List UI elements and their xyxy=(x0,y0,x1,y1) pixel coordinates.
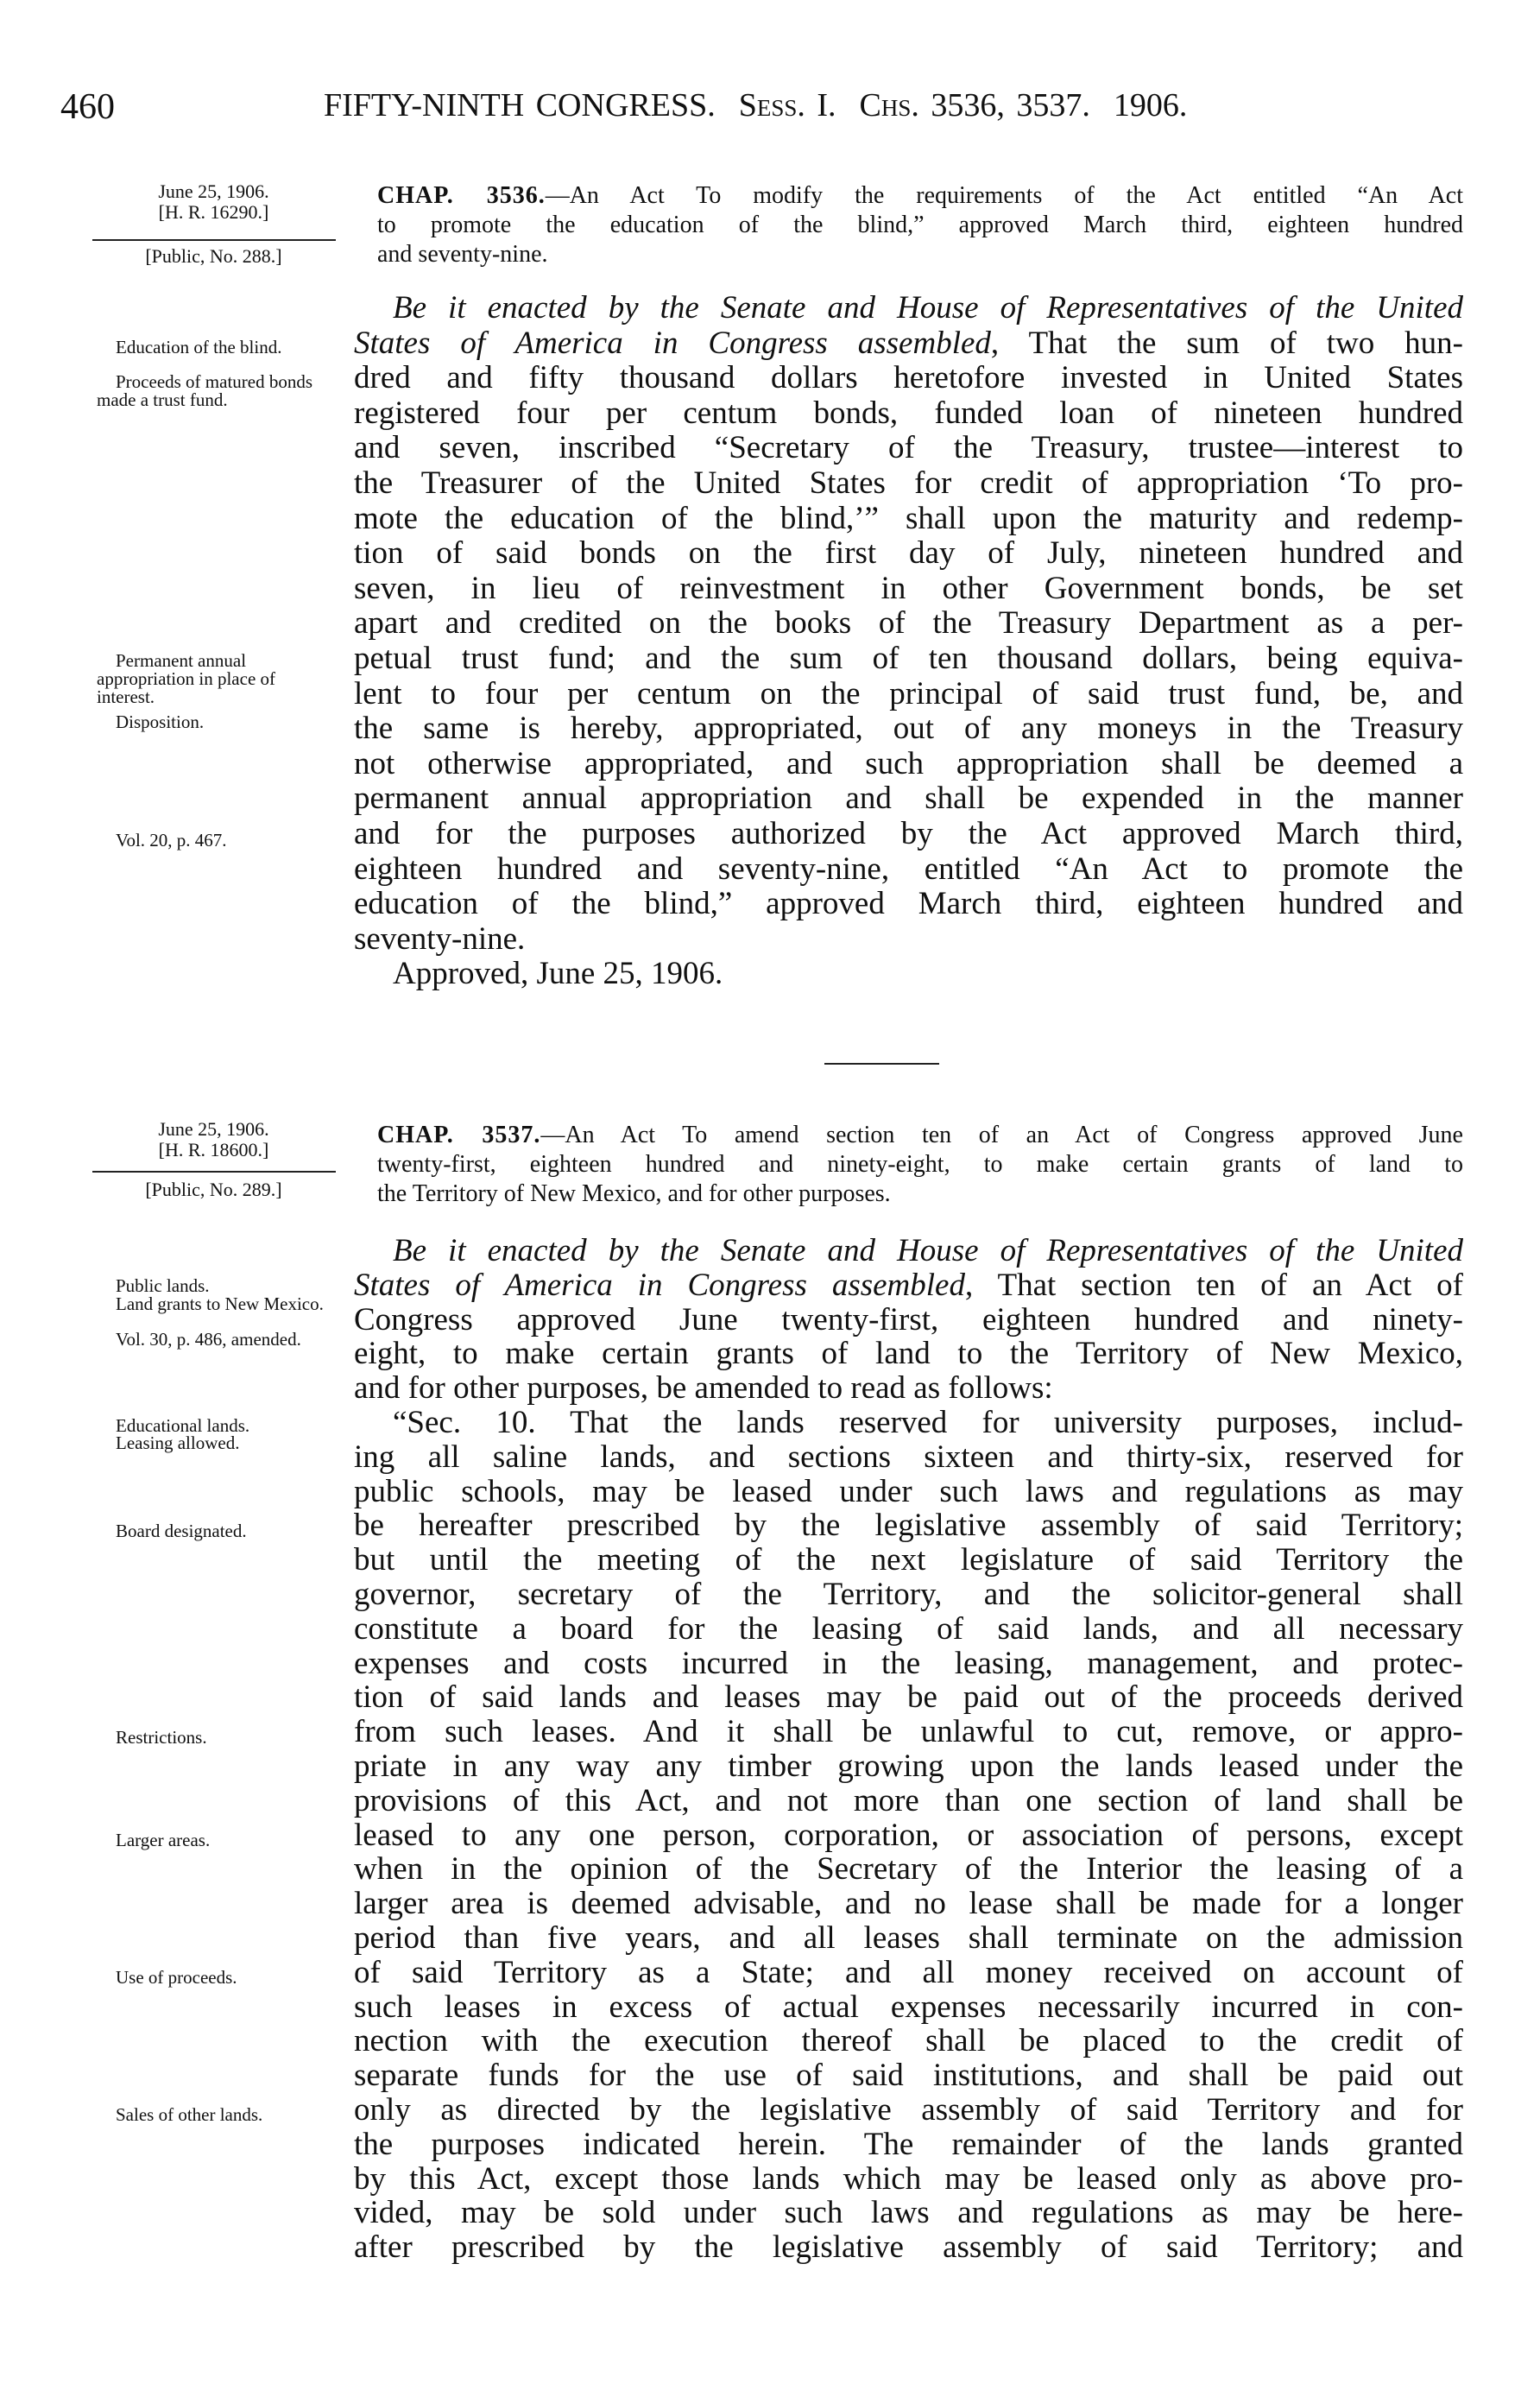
margin-note: Leasing allowed. xyxy=(116,1432,240,1453)
enacting-clause-line: Be it enacted by the Senate and House of Representatives of the United xyxy=(393,291,1463,326)
body-line: and for other purposes, be amended to read as follows: xyxy=(354,1371,1053,1406)
enacting-clause-italic: States of America in Congress assembled xyxy=(354,326,991,361)
margin-note: Board designated. xyxy=(116,1521,247,1541)
margin-note: Vol. 30, p. 486, amended. xyxy=(116,1329,301,1350)
margin-note: Permanent annual appropriation in place of interest. xyxy=(97,650,276,707)
public-law-number: [Public, No. 288.] xyxy=(145,245,282,267)
chapter-title-line xyxy=(377,1150,1463,1179)
body-line: constitute a board for the leasing of said lands, and all necessary xyxy=(354,1611,1463,1647)
body-line: leased to any one person, corporation, or association of persons, except xyxy=(354,1818,1463,1853)
enacting-clause-line xyxy=(354,1268,1463,1303)
chapter-body xyxy=(354,291,1463,992)
chapter-label: CHAP. 3537. xyxy=(377,1122,541,1148)
body-line: separate funds for the use of said institutions, and shall be paid out xyxy=(354,2058,1463,2093)
chapter-title-line xyxy=(377,211,1463,240)
body-line: governor, secretary of the Territory, and the solicitor-general shall xyxy=(354,1577,1463,1612)
side-rule xyxy=(92,239,336,241)
body-line: the purposes indicated herein. The remainder of the lands granted xyxy=(354,2127,1463,2162)
body-line: from such leases. And it shall be unlawful to cut, remove, or appro- xyxy=(354,1715,1463,1749)
body-line: but until the meeting of the next legislature of said Territory the xyxy=(354,1543,1463,1578)
chapter-heading xyxy=(377,181,1463,269)
body-line: when in the opinion of the Secretary of the Interior the leasing of a xyxy=(354,1852,1463,1888)
chapter-title-text: and seventy-nine. xyxy=(377,241,548,268)
page-number: 460 xyxy=(60,87,115,127)
bill-number: [H. R. 16290.] xyxy=(158,201,269,223)
margin-note: Restrictions. xyxy=(116,1727,207,1748)
body-text: , That the sum of two hun- xyxy=(990,326,1463,361)
chapter-separator xyxy=(824,1063,939,1065)
public-law-number: [Public, No. 289.] xyxy=(145,1179,282,1200)
chapter-title-text: twenty-first, eighteen hundred and ninety-eight, to make certain grants of land to xyxy=(377,1151,1463,1178)
body-line: by this Act, except those lands which may be leased only as above pro- xyxy=(354,2161,1463,2197)
chapter-title-line xyxy=(377,1179,1463,1209)
enactment-date: June 25, 1906. xyxy=(158,1118,269,1140)
chapter-heading xyxy=(377,1121,1463,1209)
body-line: and seven, inscribed “Secretary of the Treasury, trustee—interest to xyxy=(354,431,1463,466)
running-title xyxy=(324,86,1187,124)
enacting-clause-italic: States of America in Congress assembled xyxy=(354,1268,965,1303)
body-line: tion of said bonds on the first day of July, nineteen hundred and xyxy=(354,536,1463,572)
margin-note: Sales of other lands. xyxy=(116,2104,263,2125)
body-line: nection with the execution thereof shall be placed to the credit of xyxy=(354,2024,1463,2059)
body-line: provisions of this Act, and not more than one section of land shall be xyxy=(354,1783,1463,1818)
enacting-clause-line: Be it enacted by the Senate and House of Representatives of the United xyxy=(393,1234,1463,1268)
body-text: , That section ten of an Act of xyxy=(964,1268,1463,1303)
body-line: not otherwise appropriated, and such appropriation shall be deemed a xyxy=(354,746,1463,781)
running-head xyxy=(60,86,1467,130)
body-line: the Treasurer of the United States for credit of appropriation ‘To pro- xyxy=(354,465,1463,501)
margin-note: Land grants to New Mexico. xyxy=(116,1293,324,1314)
margin-note: Proceeds of matured bonds made a trust fund. xyxy=(97,371,313,410)
body-line: larger area is deemed advisable, and no lease shall be made for a longer xyxy=(354,1887,1463,1921)
chapter-body xyxy=(354,1234,1463,2265)
session: Sess. I. xyxy=(738,87,836,123)
chapter-label: CHAP. 3536. xyxy=(377,182,546,209)
body-line: priate in any way any timber growing upon the lands leased under the xyxy=(354,1748,1463,1784)
approval-date: Approved, June 25, 1906. xyxy=(393,956,723,992)
chapter-title-line xyxy=(377,181,1463,211)
body-line: petual trust fund; and the sum of ten thousand dollars, being equiva- xyxy=(354,641,1463,676)
chapters-ref: Chs. 3536, 3537. xyxy=(859,87,1090,123)
body-line: after prescribed by the legislative assembly of said Territory; and xyxy=(354,2230,1463,2265)
body-line: eighteen hundred and seventy-nine, entitled “An Act to promote the xyxy=(354,851,1463,887)
body-line: education of the blind,” approved March third, eighteen hundred and xyxy=(354,887,1463,922)
body-line: seven, in lieu of reinvestment in other Government bonds, be set xyxy=(354,571,1463,606)
side-rule xyxy=(92,1171,336,1173)
body-line: expenses and costs incurred in the leasing, management, and protec- xyxy=(354,1646,1463,1681)
body-line: eight, to make certain grants of land to the Territory of New Mexico, xyxy=(354,1337,1463,1372)
body-line: public schools, may be leased under such laws and regulations as may xyxy=(354,1474,1463,1509)
body-line: mote the education of the blind,’” shall upon the maturity and redemp- xyxy=(354,501,1463,536)
margin-note: Vol. 20, p. 467. xyxy=(116,830,227,851)
body-line: Congress approved June twenty-first, eighteen hundred and ninety- xyxy=(354,1302,1463,1337)
bill-number: [H. R. 18600.] xyxy=(158,1139,269,1160)
chapter-title-text: to promote the education of the blind,” approved March third, eighteen hundred xyxy=(377,212,1463,238)
enacting-clause-line xyxy=(354,326,1463,362)
chapter-title-text: —An Act To modify the requirements of the Act entitled “An Act xyxy=(545,182,1463,209)
enactment-date: June 25, 1906. xyxy=(158,180,269,202)
body-line: seventy-nine. xyxy=(354,921,526,957)
chapter-title-line xyxy=(377,240,1463,269)
congress: FIFTY-NINTH CONGRESS. xyxy=(324,87,716,123)
body-line: lent to four per centum on the principal of said trust fund, be, and xyxy=(354,676,1463,711)
body-line: permanent annual appropriation and shall be expended in the manner xyxy=(354,781,1463,817)
body-line: such leases in excess of actual expenses necessarily incurred in con- xyxy=(354,1989,1463,2025)
margin-note: Public lands. xyxy=(116,1275,210,1296)
chapter-title-line xyxy=(377,1121,1463,1150)
body-line: be hereafter prescribed by the legislative assembly of said Territory; xyxy=(354,1508,1463,1544)
chapter-sidenote xyxy=(91,1119,337,1160)
body-line: of said Territory as a State; and all money received on account of xyxy=(354,1955,1463,1990)
body-line: vided, may be sold under such laws and regulations as may be here- xyxy=(354,2196,1463,2231)
body-line: period than five years, and all leases shall terminate on the admission xyxy=(354,1920,1463,1956)
margin-note: Larger areas. xyxy=(116,1830,211,1850)
margin-note: Use of proceeds. xyxy=(116,1967,237,1988)
body-line: and for the purposes authorized by the Act approved March third, xyxy=(354,816,1463,851)
body-line: dred and fifty thousand dollars heretofore invested in United States xyxy=(354,361,1463,396)
margin-note: Disposition. xyxy=(116,711,205,732)
chapter-title-text: —An Act To amend section ten of an Act of Congress approved June xyxy=(540,1122,1463,1148)
body-line: “Sec. 10. That the lands reserved for university purposes, includ- xyxy=(393,1405,1463,1440)
body-line: apart and credited on the books of the Treasury Department as a per- xyxy=(354,606,1463,642)
body-line: the same is hereby, appropriated, out of any moneys in the Treasury xyxy=(354,711,1463,747)
body-line: tion of said lands and leases may be paid out of the proceeds derived xyxy=(354,1680,1463,1716)
chapter-title-text: the Territory of New Mexico, and for other purposes. xyxy=(377,1180,891,1207)
margin-note: Educational lands. xyxy=(116,1415,250,1436)
year: 1906. xyxy=(1113,87,1188,123)
body-line: ing all saline lands, and sections sixteen and thirty-six, reserved for xyxy=(354,1439,1463,1475)
body-line: registered four per centum bonds, funded loan of nineteen hundred xyxy=(354,395,1463,431)
body-line: only as directed by the legislative assembly of said Territory and for xyxy=(354,2092,1463,2128)
chapter-sidenote xyxy=(91,181,337,223)
margin-note: Education of the blind. xyxy=(116,337,282,357)
